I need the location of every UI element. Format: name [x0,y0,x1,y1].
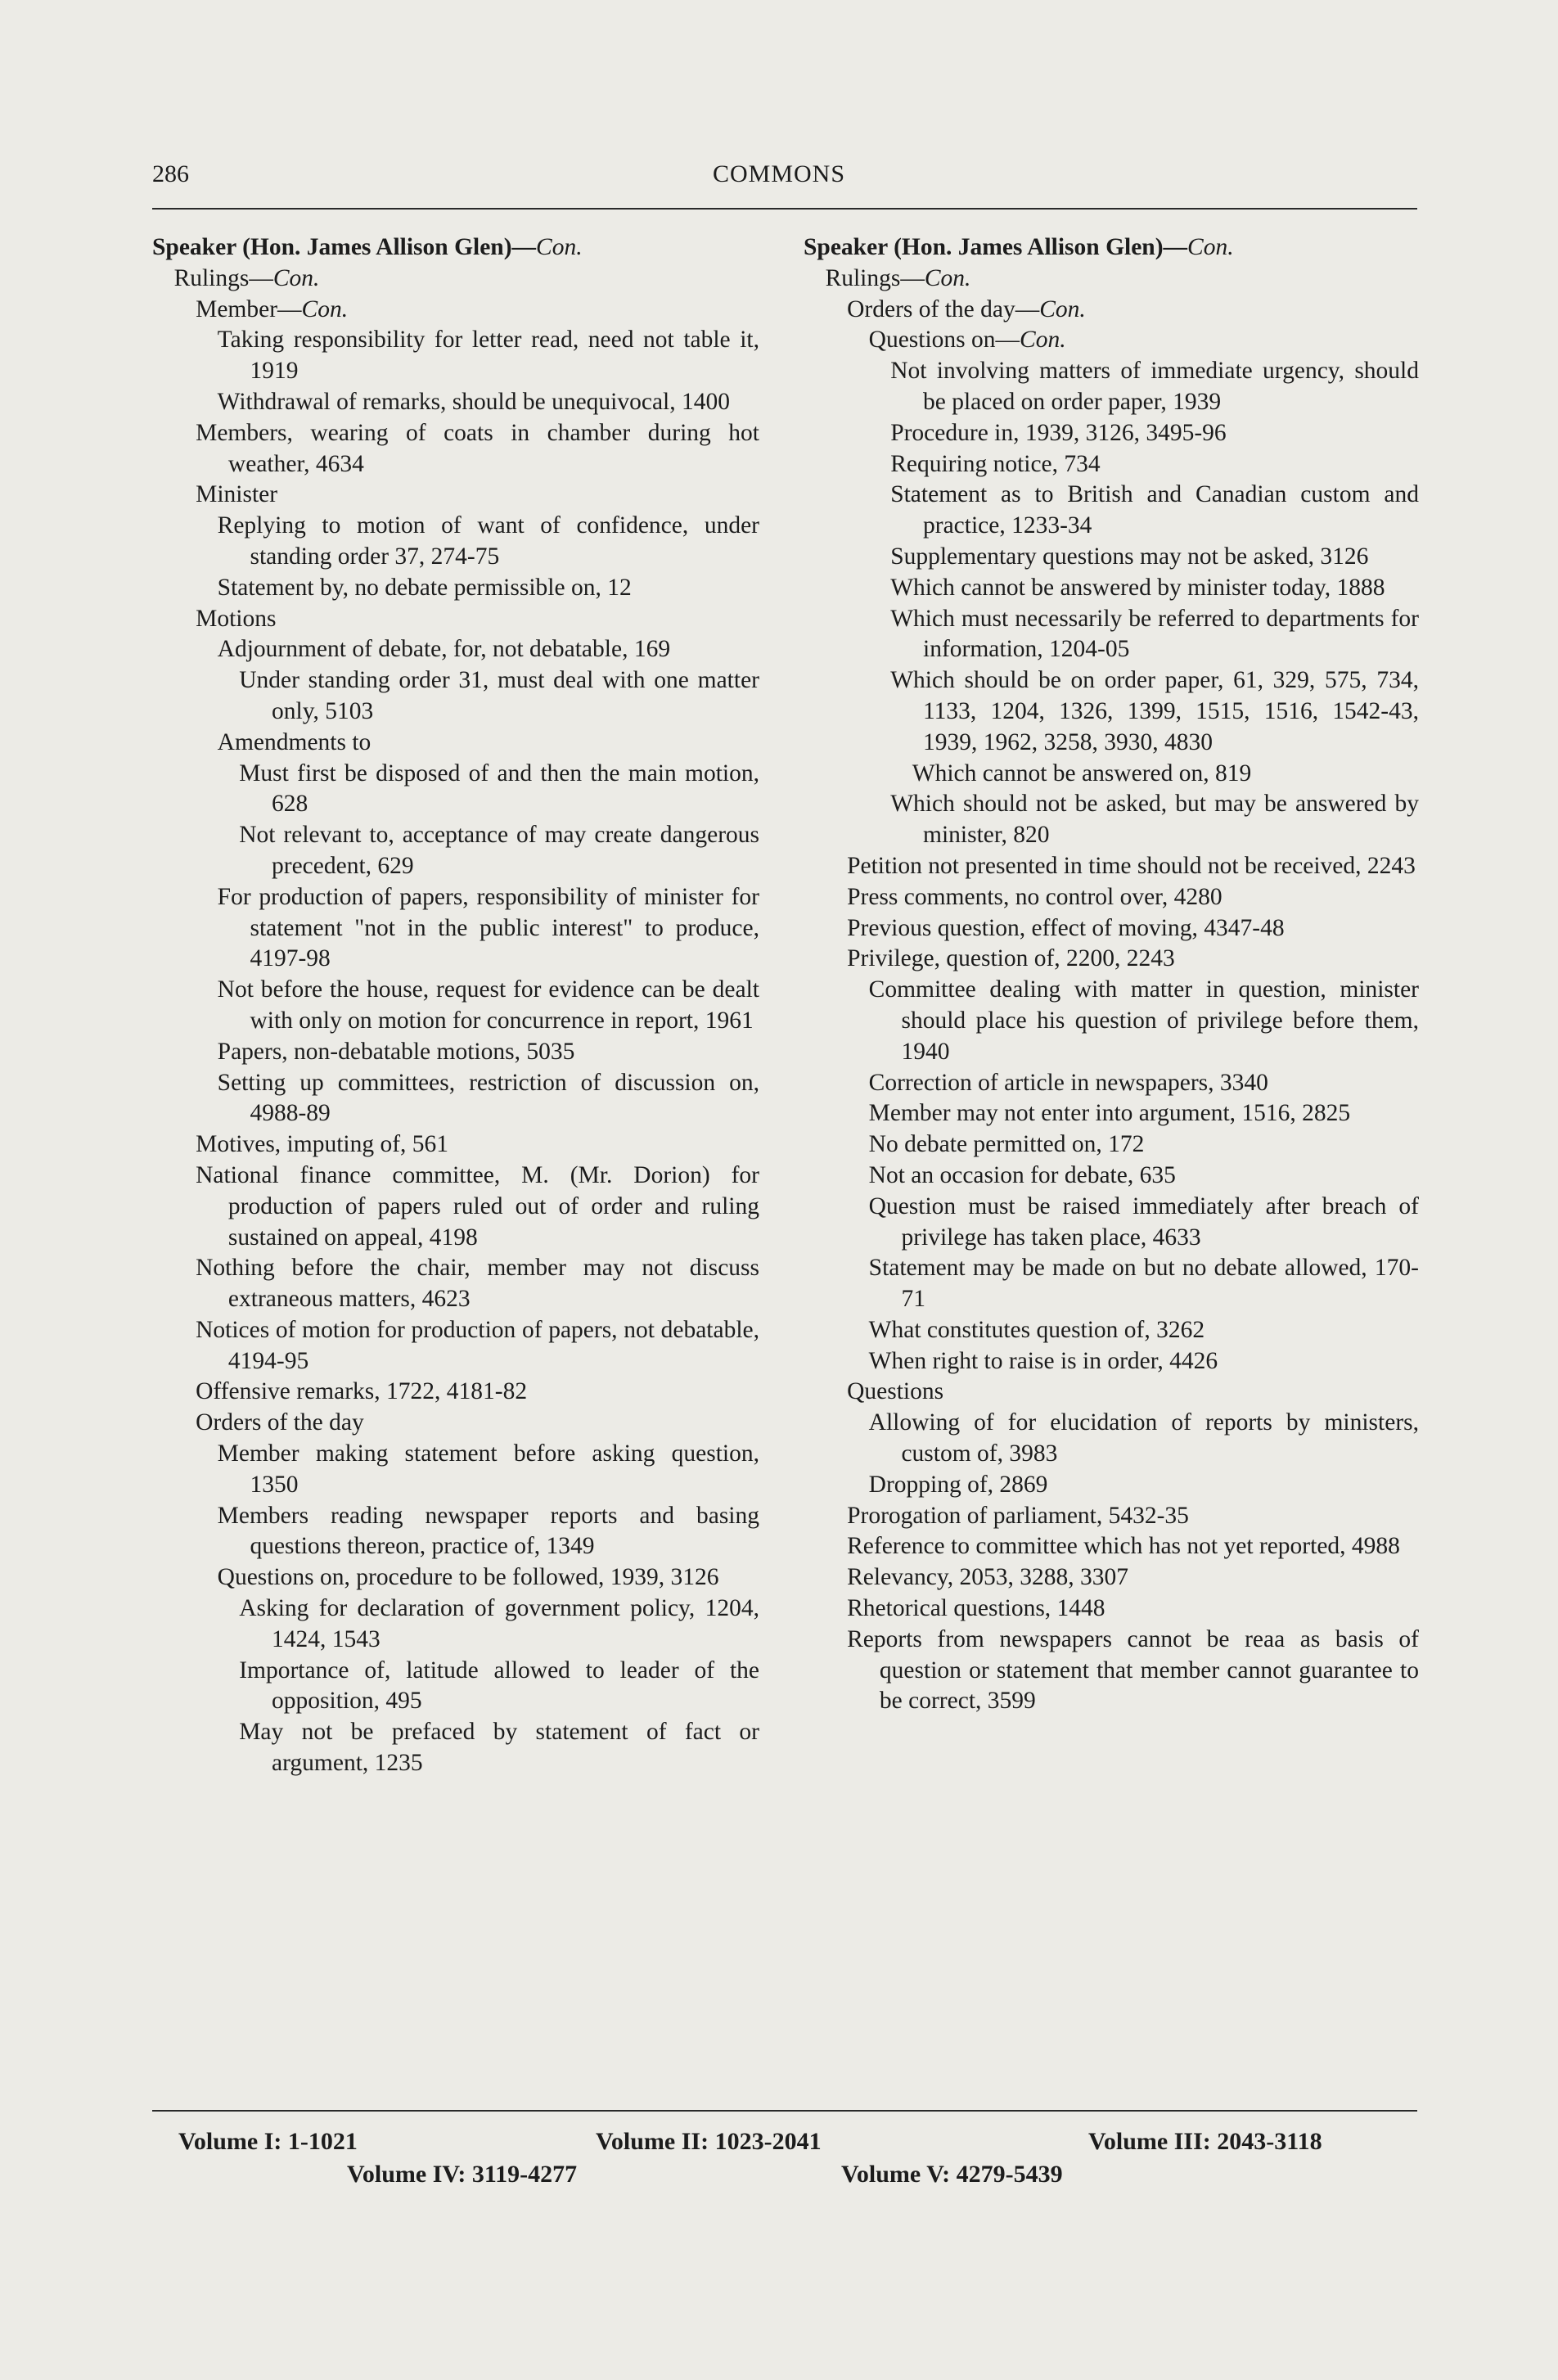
index-entry-text: Which should be on order paper, 61, 329, 575, 734, 1133, 1204, 1326, 1399, 1515, 1516, 1542-43, 1939, 1962, 3258, 3930, 4830 [890,667,1419,755]
index-entry [152,1408,759,1439]
index-entry-text: Orders of the day— [847,295,1040,322]
index-entry-text: Rulings— [173,264,273,291]
index-entry-text: Correction of article in newspapers, 3340 [868,1069,1268,1096]
index-entry-text: Setting up committees, restriction of discussion on, 4988-89 [217,1069,759,1127]
index-entry-text: Supplementary questions may not be asked, 3126 [890,543,1369,570]
index-entry [804,1470,1419,1501]
top-rule [152,208,1417,210]
index-entry-text: Not relevant to, acceptance of may create dangerous precedent, 629 [239,822,759,879]
index-entry [804,1098,1419,1129]
index-entry [804,604,1419,666]
index-entry-text: Statement may be made on but no debate allowed, 170-71 [868,1255,1419,1313]
index-entry [152,295,759,326]
continued-marker: Con. [1039,295,1086,322]
index-entry-text: Not an occasion for debate, 635 [868,1161,1176,1188]
index-entry [152,665,759,728]
index-entry-text: Statement by, no debate permissible on, 12 [217,574,632,601]
index-entry [804,356,1419,418]
index-entry [152,820,759,882]
index-entry [152,759,759,821]
running-head: COMMONS [712,160,846,187]
index-entry-text: Minister [196,481,278,508]
index-entry [152,1315,759,1377]
index-entry-text: Offensive remarks, 1722, 4181-82 [196,1378,528,1405]
index-entry [152,480,759,511]
index-entry [152,511,759,573]
page-number: 286 [152,160,189,187]
index-entry [804,295,1419,326]
index-entry-text: Papers, non-debatable motions, 5035 [217,1038,575,1065]
index-entry [804,1315,1419,1346]
index-column-right [804,232,1419,1717]
index-entry [804,1593,1419,1625]
index-entry-text: Questions on— [868,327,1020,354]
index-entry [804,1346,1419,1377]
index-entry [804,851,1419,882]
index-entry [804,789,1419,851]
index-entry [152,1439,759,1501]
continued-marker: Con. [272,264,320,291]
bottom-rule [152,2110,1417,2112]
index-entry-text: Motions [196,605,277,632]
index-entry [804,882,1419,913]
index-entry [804,1562,1419,1593]
index-entry [804,573,1419,604]
index-entry [804,1501,1419,1532]
index-entry-text: Prorogation of parliament, 5432-35 [847,1502,1189,1529]
index-entry-text: When right to raise is in order, 4426 [868,1347,1218,1374]
index-entry-text: For production of papers, responsibility of minister for statement "not in the public interest" to produce, 4197-98 [217,883,759,972]
index-entry-text: Must first be disposed of and then the main motion, 628 [239,760,759,818]
index-entry-text: Reports from newspapers cannot be reaa as basis of question or statement that member cannot guarantee to be correct, 3599 [847,1625,1419,1715]
index-entry [152,604,759,635]
index-entry [152,634,759,665]
index-entry-text: Privilege, question of, 2200, 2243 [847,945,1175,972]
index-entry-text: Procedure in, 1939, 3126, 3495-96 [890,419,1227,446]
index-entry-text: Statement as to British and Canadian custom and practice, 1233-34 [890,481,1419,539]
index-entry-text: Previous question, effect of moving, 4347-48 [847,914,1285,941]
index-heading [152,232,759,264]
index-entry [804,975,1419,1067]
index-entry-text: Notices of motion for production of papers, not debatable, 4194-95 [196,1316,759,1374]
index-entry [152,1068,759,1130]
index-entry [804,1408,1419,1470]
index-entry [152,1377,759,1408]
index-entry-text: Members reading newspaper reports and basing questions thereon, practice of, 1349 [217,1502,759,1560]
index-entry [152,1037,759,1068]
index-entry-text: National finance committee, M. (Mr. Dorion) for production of papers ruled out of order and ruling sustained on appeal, 4198 [196,1161,759,1251]
index-entry-text: Requiring notice, 734 [890,450,1101,477]
index-entry-text: Rulings— [825,264,925,291]
index-entry-text: Taking responsibility for letter read, need not table it, 1919 [217,327,759,385]
index-entry [804,449,1419,480]
index-entry [804,1161,1419,1192]
index-entry [804,1253,1419,1315]
index-entry-text: Question must be raised immediately after breach of privilege has taken place, 4633 [868,1192,1419,1251]
index-entry [152,1562,759,1593]
index-entry-text: Questions [847,1378,944,1405]
index-entry [152,1501,759,1563]
index-entry-text: Petition not presented in time should not be received, 2243 [847,852,1416,879]
index-entry-text: Importance of, latitude allowed to leader of the opposition, 495 [239,1657,759,1715]
index-entry [804,325,1419,356]
index-entry-text: Under standing order 31, must deal with one matter only, 5103 [239,667,759,724]
index-entry-text: Which should not be asked, but may be answered by minister, 820 [890,791,1419,849]
index-entry-text: Members, wearing of coats in chamber during hot weather, 4634 [196,419,759,477]
index-entry [152,728,759,759]
index-entry [804,1625,1419,1717]
index-entry-text: Replying to motion of want of confidence, under standing order 37, 274-75 [217,512,759,570]
index-entry [152,1129,759,1161]
index-entry [152,418,759,480]
index-entry-text: Rhetorical questions, 1448 [847,1595,1105,1622]
index-entry [804,542,1419,573]
index-entry-text: Reference to committee which has not yet reported, 4988 [847,1533,1400,1560]
index-entry-text: No debate permitted on, 172 [868,1131,1145,1158]
index-entry-text: Not involving matters of immediate urgency, should be placed on order paper, 1939 [890,358,1419,415]
index-column-left [152,232,759,1779]
volume-3-range: Volume III: 2043-3118 [1088,2128,1322,2155]
continued-marker: Con. [1187,234,1234,260]
index-entry-text: Orders of the day [196,1409,364,1436]
index-entry-text: Asking for declaration of government policy, 1204, 1424, 1543 [239,1595,759,1652]
index-entry [152,573,759,604]
index-heading [804,232,1419,264]
index-entry [152,1253,759,1315]
continued-marker: Con. [301,295,349,322]
index-entry-text: Relevancy, 2053, 3288, 3307 [847,1564,1128,1591]
index-entry-text: Member may not enter into argument, 1516, 2825 [868,1100,1351,1127]
index-entry-text: Press comments, no control over, 4280 [847,883,1223,910]
index-entry [804,665,1419,758]
index-entry-text: Allowing of for elucidation of reports by ministers, custom of, 3983 [868,1409,1419,1467]
index-entry [804,418,1419,449]
index-entry [152,882,759,975]
index-entry [152,387,759,418]
index-entry-text: Speaker (Hon. James Allison Glen)— [152,234,537,260]
index-entry [804,944,1419,975]
continued-marker: Con. [1020,327,1066,354]
index-entry [152,1717,759,1779]
index-entry-text: Not before the house, request for evidence can be dealt with only on motion for concurrence in report, 1961 [217,976,759,1034]
index-entry [804,1068,1419,1099]
index-entry [804,1129,1419,1161]
volume-4-range: Volume IV: 3119-4277 [347,2161,578,2188]
index-entry [152,1161,759,1253]
index-entry-text: Withdrawal of remarks, should be unequivocal, 1400 [217,388,730,415]
index-entry [804,264,1419,295]
continued-marker: Con. [924,264,971,291]
index-entry-text: Adjournment of debate, for, not debatable, 169 [217,636,671,663]
index-entry-text: Which cannot be answered on, 819 [912,760,1252,787]
index-entry [804,1192,1419,1254]
index-entry [152,1656,759,1718]
index-entry-text: Which cannot be answered by minister today, 1888 [890,574,1385,601]
index-entry [804,759,1419,790]
index-entry [804,1531,1419,1562]
index-entry [152,325,759,387]
index-entry [152,264,759,295]
index-entry-text: What constitutes question of, 3262 [868,1316,1205,1343]
index-entry [804,480,1419,542]
index-entry-text: Committee dealing with matter in question, minister should place his question of privilege before them, 1940 [868,976,1419,1065]
index-entry-text: Speaker (Hon. James Allison Glen)— [804,234,1188,260]
index-entry-text: Dropping of, 2869 [868,1471,1048,1498]
index-entry-text: May not be prefaced by statement of fact or argument, 1235 [239,1719,759,1777]
volume-2-range: Volume II: 1023-2041 [596,2128,822,2155]
volume-1-range: Volume I: 1-1021 [178,2128,358,2155]
index-entry-text: Member making statement before asking question, 1350 [217,1440,759,1498]
index-entry-text: Motives, imputing of, 561 [196,1131,449,1158]
index-entry [804,1377,1419,1408]
volume-5-range: Volume V: 4279-5439 [841,2161,1063,2188]
index-entry-text: Member— [196,295,302,322]
index-entry [152,975,759,1037]
index-entry-text: Which must necessarily be referred to departments for information, 1204-05 [890,605,1419,663]
index-entry [152,1593,759,1656]
continued-marker: Con. [536,234,583,260]
index-entry [804,913,1419,944]
index-entry-text: Nothing before the chair, member may not discuss extraneous matters, 4623 [196,1255,759,1313]
index-entry-text: Amendments to [217,728,371,755]
index-entry-text: Questions on, procedure to be followed, 1939, 3126 [217,1564,719,1591]
